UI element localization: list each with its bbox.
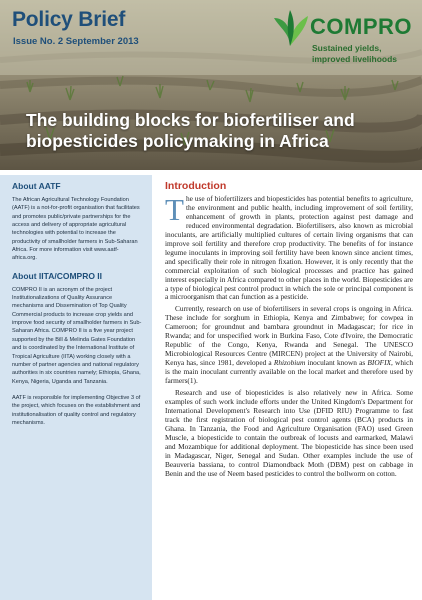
intro-paragraph-3: Research and use of biopesticides is also relatively new in Africa. Some examples of such work include efforts under the United Kingdom's Department for International Development's Research into Use (DFID RIU) Programme to fast track the first registration of biological pest control agents (BCA) products in Ghana. In Tanzania, the Food and Agriculture Organisation (FAO) used Green Muscle, a biopesticide to contain the outbreak of locusts and earmarked, Malawi and Mozambique for additional deployment. The biopesticide has since been used in Madagascar, Niger, Senegal and Sudan. Other examples include the use of Beauveria bassiana, to control Diamondback Moth (DBM) pest on cabbage in Benin and the use of Neem based pesticides to control the bollworm on cotton. <box>165 388 413 478</box>
rhizobium-term: Rhizobium <box>273 358 306 368</box>
p2-part-c: , which is the main inoculant currently available on the local market and therefore used by farmers(1). <box>165 358 413 386</box>
about-aatf-heading: About AATF <box>12 181 61 191</box>
sidebar <box>0 175 152 600</box>
issue-date: Issue No. 2 September 2013 <box>13 36 139 47</box>
biofix-term: BIOFIX <box>367 358 392 368</box>
p2-part-a: Currently, research on use of biofertilisers in several crops is ongoing in Africa. These include for sorghum in Ethiopia, Kenya and Zimbabwe; for cowpea in Cameroon; for groundnut and bambara groundnut in Madagascar; for rice in Rwanda; and for unspecified work in Burkina Faso, Cote d'Ivoire, the Democratic Republic of the Congo, Kenya, Rwanda and Senegal. The UNESCO Microbiological Resources Centre (MIRCEN) project at the University of Nairobi, Kenya has, since 1981, developed a <box>165 304 413 368</box>
leaf-logo-icon <box>268 6 312 50</box>
drop-cap: T <box>165 192 184 227</box>
hero-banner <box>0 0 422 170</box>
main-content <box>165 180 413 600</box>
intro-paragraph-2 <box>165 305 413 386</box>
about-aatf-text: The African Agricultural Technology Foundation (AATF) is a not-for-profit organisation that facilitates and promotes public/private partnerships for the access and delivery of appropriate agricultural technologies with potential to increase the productivity of smallholder farmers in Sub-Saharan Africa. For more information visit www.aatf-africa.org. <box>12 197 140 262</box>
about-iita-text: COMPRO II is an acronym of the project Institutionalizations of Quality Assurance mechanisms and Dissemination of Top Quality Commercial products to increase crop yields and improve food security of smallholder farmers in Sub-Saharan Africa. COMPRO II is a five year project supported by the Bill & Melinda Gates Foundation and is coordinated by the International Institute of Tropical Agriculture (IITA) working closely with a number of partner agencies and national regulatory authorities in six countries namely; Ethiopia, Ghana, Kenya, Nigeria, Uganda and Tanzania. <box>12 286 142 385</box>
policy-brief-label: Policy Brief <box>12 8 126 31</box>
logo-tagline-line2: improved livelihoods <box>312 54 398 64</box>
intro-paragraph-1-text: he use of biofertilizers and biopesticides has potential benefits to agriculture, the environment and public health, including improvement of soil fertility, enhancement of growth in plants, protection against pest damage and reduced environmental degradation. Biofertilisers, also known as microbial inoculants, are artificially multiplied cultures of certain living organisms that can improve soil fertility and therefore crop productivity. The benefits of for instance legume inoculants in improving soil fertility have been known since ancient times, and specifically their role in nitrogen fixation. However, it is only recently that the commercial exploitation of such biological processes and practice has gained interest especially in Africa compared to other places in the world. Biopesticides are a type of biological pest control product in which the sole or principal component is a microorganism that can function as a pesticide. <box>165 194 413 302</box>
compro-logo <box>268 6 418 72</box>
introduction-heading: Introduction <box>165 180 227 192</box>
p2-part-b: inoculant known as <box>305 358 368 368</box>
logo-wordmark: COMPRO <box>310 14 412 39</box>
aatf-role-text: AATF is responsible for implementing Objective 3 of the project, which focuses on the establishment and institutionalisation of quality control and regulatory mechanisms. <box>12 394 141 426</box>
intro-paragraph-1 <box>165 192 413 302</box>
document-title: The building blocks for biofertiliser and biopesticides policymaking in Africa <box>26 110 355 151</box>
about-iita-heading: About IITA/COMPRO II <box>12 270 103 281</box>
logo-tagline-line1: Sustained yields, <box>312 43 382 53</box>
